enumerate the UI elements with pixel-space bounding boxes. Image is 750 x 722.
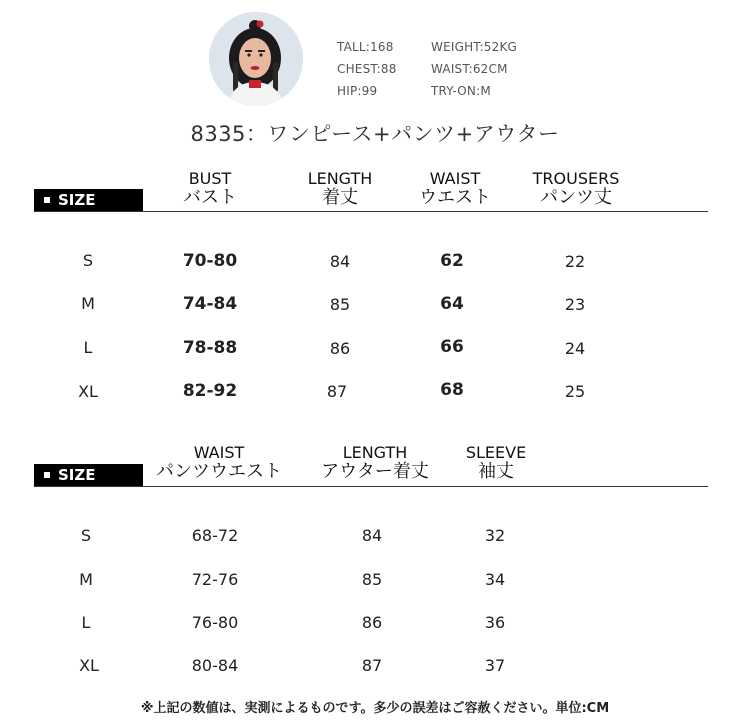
pants-waist-value: 68-72 [191,526,239,545]
waist-value: 64 [440,294,464,314]
trousers-value: 25 [564,382,586,401]
model-stat-tryon: TRY-ON:M [431,84,491,98]
header-outer-length: LENGTH アウター着丈 [321,443,429,483]
size-label: L [83,338,93,357]
model-stat-waist: WAIST:62CM [431,62,508,76]
bust-value: 78-88 [182,338,238,358]
size-label: S [82,251,94,270]
waist-value: 62 [440,251,464,271]
length-value: 84 [329,252,351,271]
header-bust: BUST バスト [183,169,237,209]
outer-length-value: 84 [361,526,383,545]
model-stat-chest: CHEST:88 [337,62,397,76]
outer-length-value: 87 [361,656,383,675]
trousers-value: 22 [564,252,586,271]
table-divider [34,211,708,212]
table-divider [34,486,708,487]
bust-value: 70-80 [182,251,238,271]
length-value: 86 [329,339,351,358]
product-title: 8335：ワンピース+パンツ+アウター [190,122,560,146]
size-label: XL [79,656,99,675]
header-trousers: TROUSERS パンツ丈 [532,169,620,209]
size-label: M [79,570,93,589]
model-photo [209,12,303,106]
bust-value: 74-84 [182,294,238,314]
waist-value: 68 [440,380,464,400]
square-bullet-icon [44,197,50,203]
outer-length-value: 86 [361,613,383,632]
pants-waist-value: 72-76 [191,570,239,589]
length-value: 87 [326,382,348,401]
header-sleeve: SLEEVE 袖丈 [465,443,527,483]
pants-waist-value: 80-84 [191,656,239,675]
size-label: M [81,294,95,313]
size-label: S [80,526,92,545]
model-stat-hip: HIP:99 [337,84,378,98]
trousers-value: 23 [564,295,586,314]
outer-length-value: 85 [361,570,383,589]
sleeve-value: 36 [484,613,506,632]
sleeve-value: 32 [484,526,506,545]
trousers-value: 24 [564,339,586,358]
header-waist: WAIST ウエスト [419,169,491,209]
header-length: LENGTH 着丈 [307,169,373,209]
length-value: 85 [329,295,351,314]
square-bullet-icon [44,472,50,478]
sleeve-value: 37 [484,656,506,675]
bust-value: 82-92 [182,381,238,401]
waist-value: 66 [440,337,464,357]
size-tag: SIZE [34,189,143,211]
size-tag: SIZE [34,464,143,486]
pants-waist-value: 76-80 [191,613,239,632]
footnote: ※上記の数値は、実測によるものです。多少の誤差はご容赦ください。単位:CM [140,701,610,716]
size-label: L [81,613,91,632]
sleeve-value: 34 [484,570,506,589]
size-label: XL [78,382,98,401]
header-pants-waist: WAIST パンツウエスト [156,443,282,483]
model-stat-tall: TALL:168 [337,40,394,54]
model-stat-weight: WEIGHT:52KG [431,40,518,54]
